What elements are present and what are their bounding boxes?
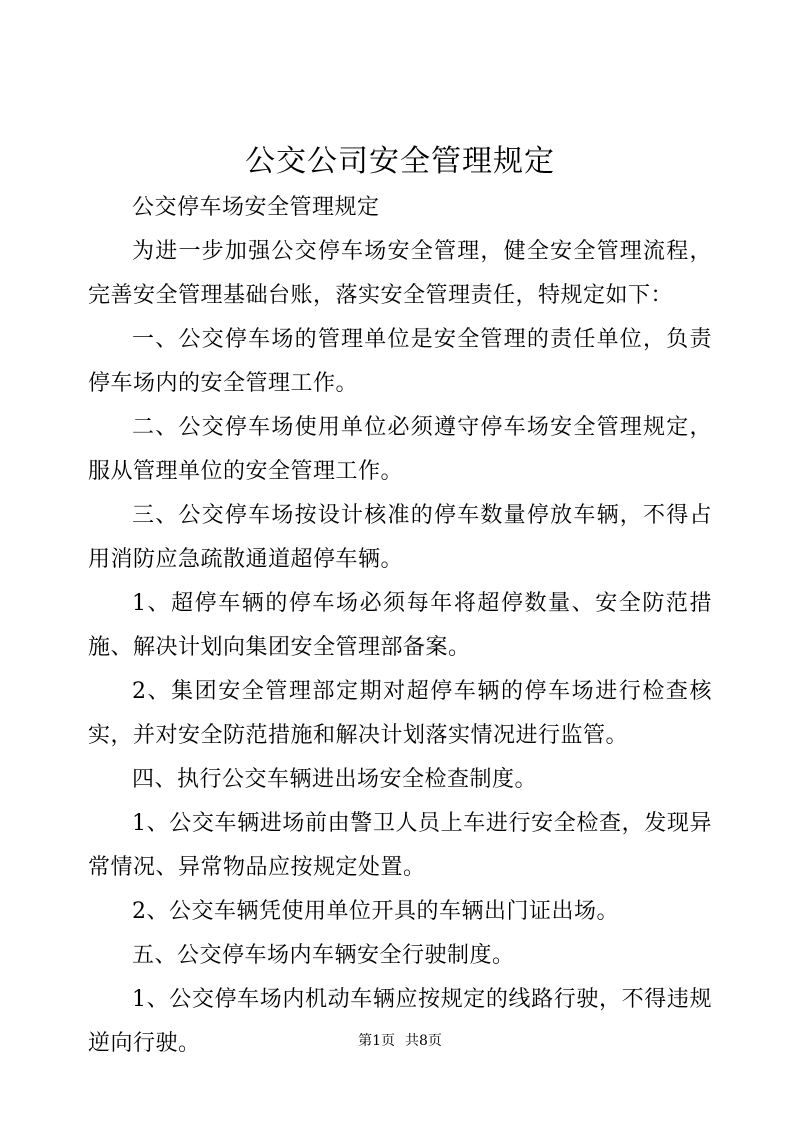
paragraph: 2、公交车辆凭使用单位开具的车辆出门证出场。 [132, 899, 619, 924]
paragraph: 1、超停车辆的停车场必须每年将超停数量、安全防范措施、解决计划向集团安全管理部备案。 [88, 591, 712, 660]
paragraph: 五、公交停车场内车辆安全行驶制度。 [132, 943, 515, 968]
page-footer [0, 1031, 800, 1051]
page-total: 共8页 [405, 1033, 442, 1049]
paragraph: 为进一步加强公交停车场安全管理，健全安全管理流程，完善安全管理基础台账，落实安全管理责任，特规定如下： [88, 239, 712, 308]
document-title: 公交公司安全管理规定 [245, 144, 555, 179]
paragraph: 一、公交停车场的管理单位是安全管理的责任单位，负责停车场内的安全管理工作。 [88, 327, 712, 396]
paragraph: 三、公交停车场按设计核准的停车数量停放车辆，不得占用消防应急疏散通道超停车辆。 [88, 503, 712, 572]
paragraph: 二、公交停车场使用单位必须遵守停车场安全管理规定，服从管理单位的安全管理工作。 [88, 415, 712, 484]
document-body [88, 186, 712, 1066]
paragraph: 四、执行公交车辆进出场安全检查制度。 [132, 767, 538, 792]
paragraph: 2、集团安全管理部定期对超停车辆的停车场进行检查核实，并对安全防范措施和解决计划落实情况进行监管。 [88, 679, 712, 748]
page-number: 第1页 [358, 1033, 395, 1049]
paragraph: 公交停车场安全管理规定 [132, 195, 380, 220]
paragraph: 1、公交停车场内机动车辆应按规定的线路行驶，不得违规逆向行驶。 [88, 987, 712, 1056]
paragraph: 1、公交车辆进场前由警卫人员上车进行安全检查，发现异常情况、异常物品应按规定处置。 [88, 811, 712, 880]
